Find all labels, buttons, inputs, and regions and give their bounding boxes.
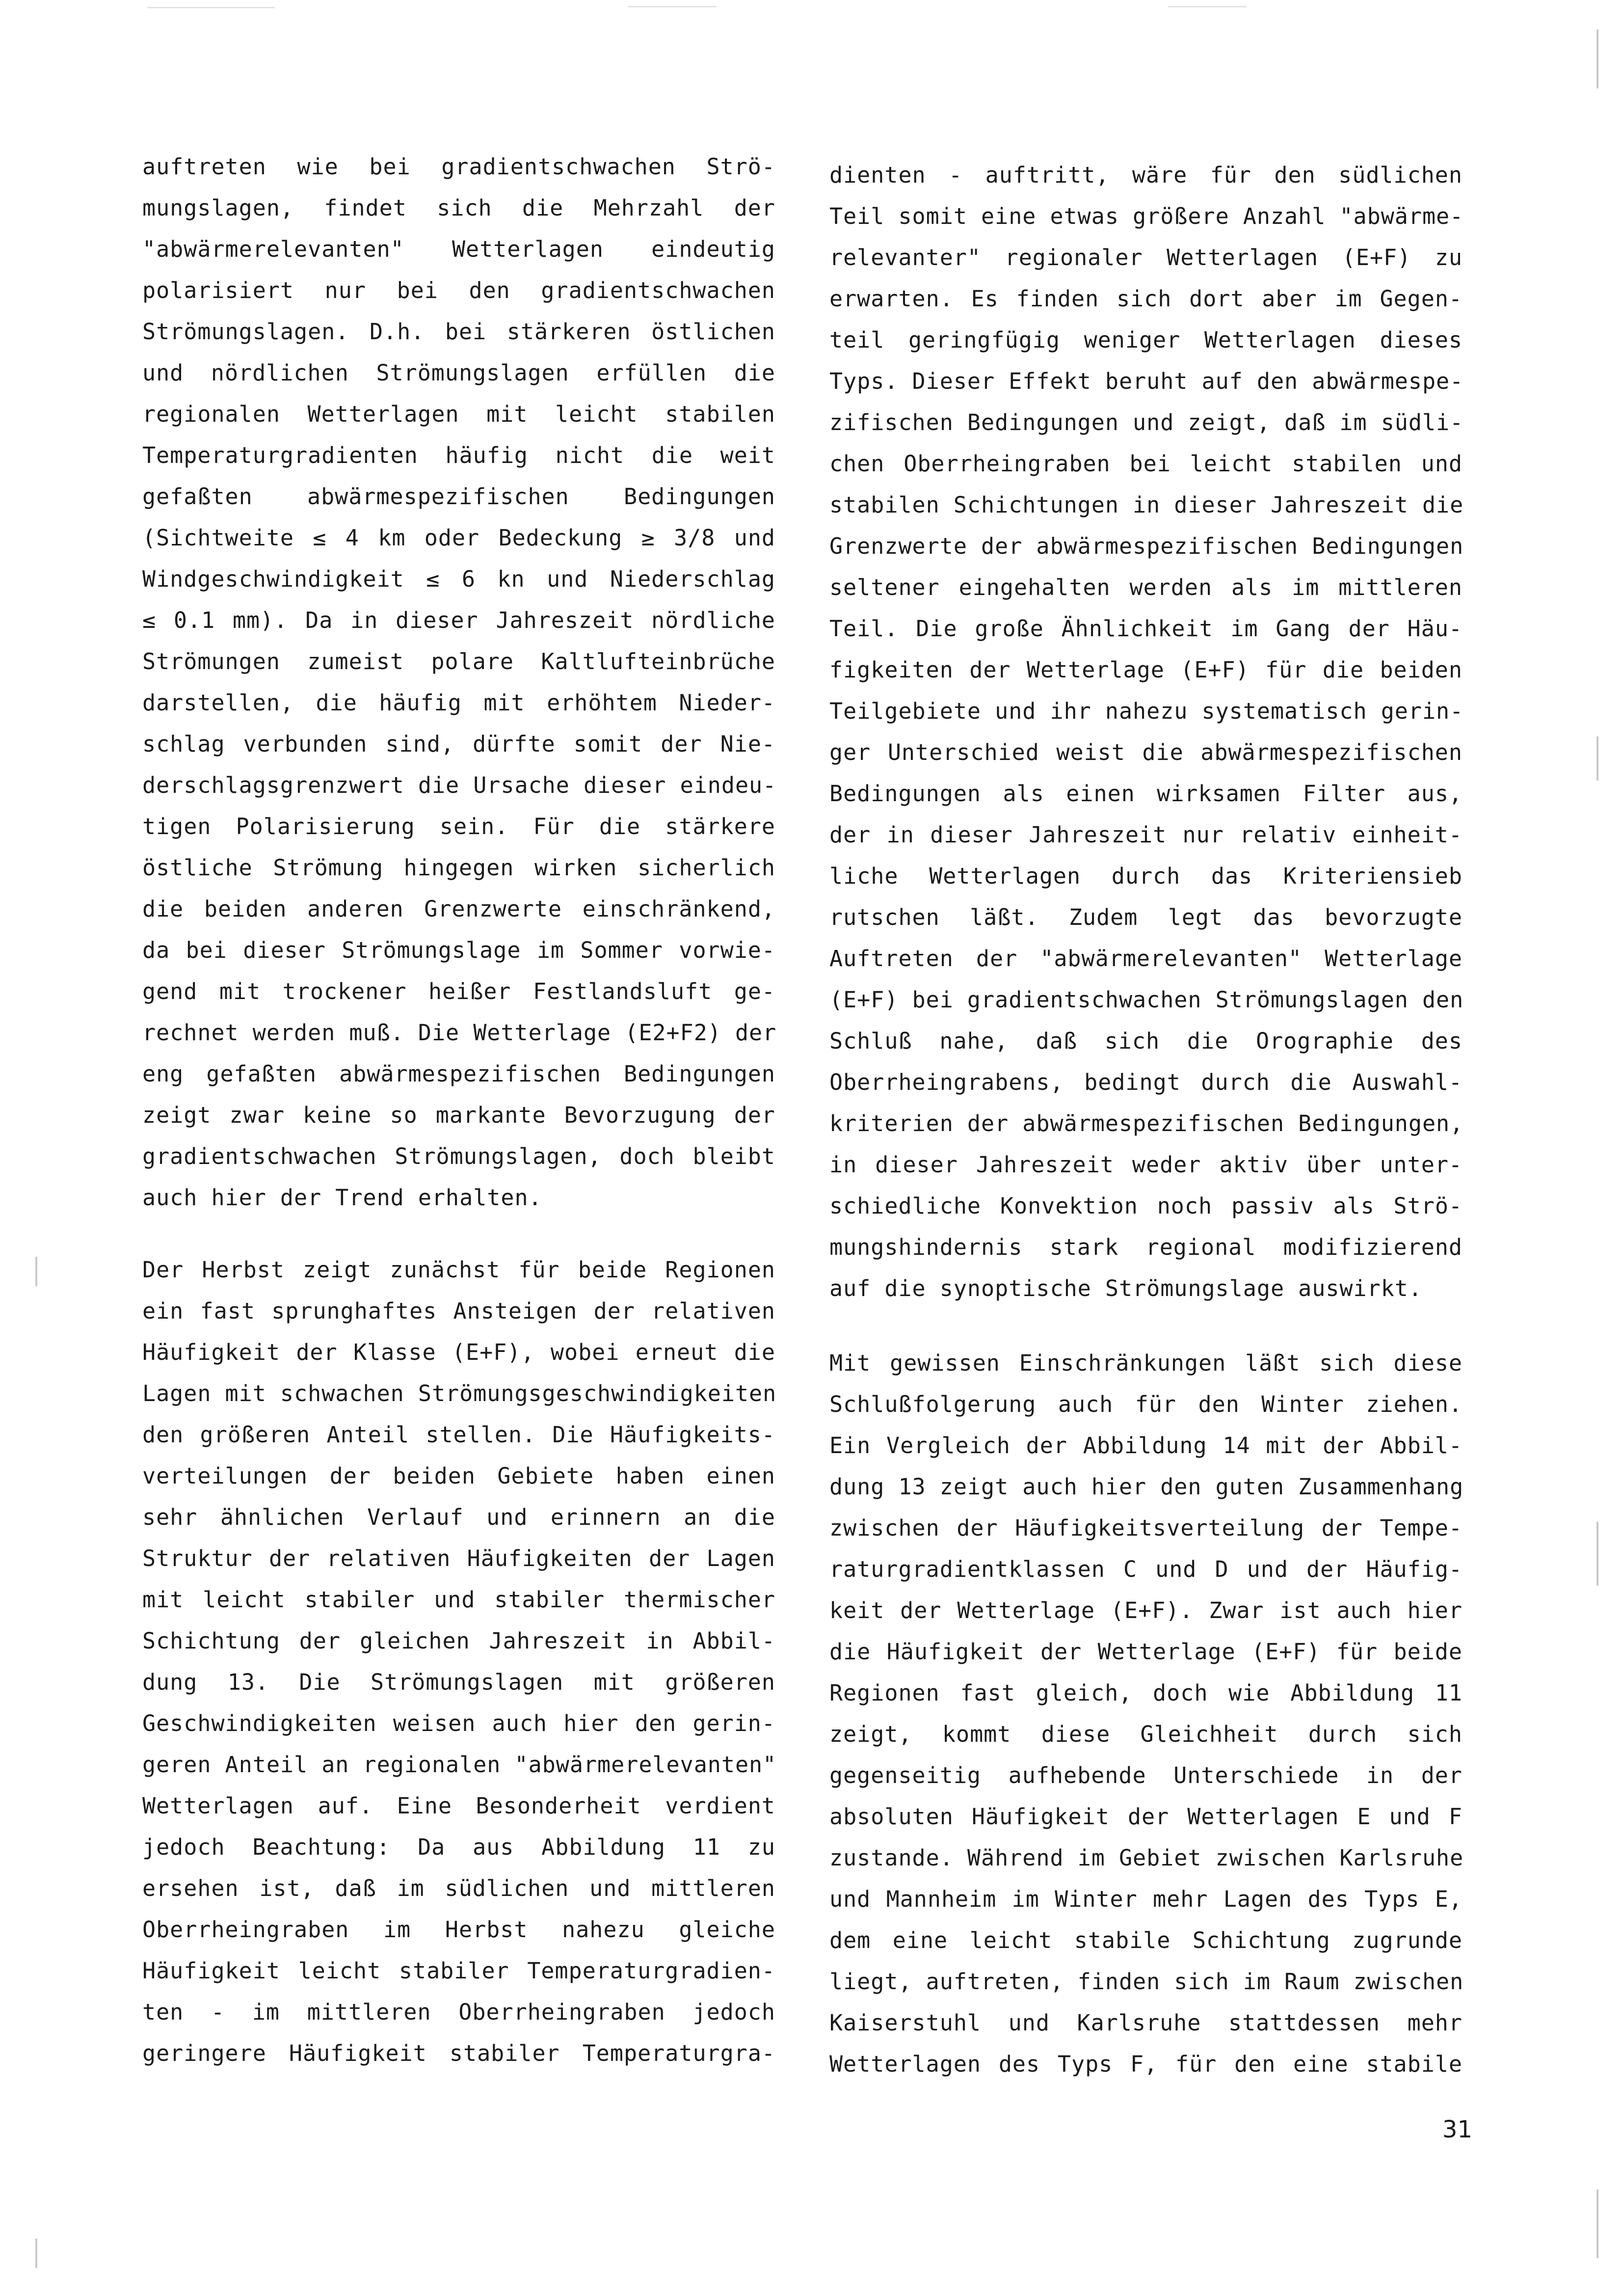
text-line: Bedingungen als einen wirksamen Filter aus, xyxy=(829,781,1463,807)
text-line: gefaßten abwärmespezifischen Bedingungen xyxy=(142,484,775,510)
text-line: gegenseitig aufhebende Unterschiede in der xyxy=(829,1762,1463,1788)
text-line: raturgradientklassen C und D und der Häufig- xyxy=(829,1556,1463,1582)
text-line: Schlußfolgerung auch für den Winter ziehen. xyxy=(829,1391,1463,1417)
text-line: Windgeschwindigkeit ≤ 6 kn und Niederschlag xyxy=(142,566,775,592)
text-line: und Mannheim im Winter mehr Lagen des Typs E, xyxy=(829,1886,1463,1912)
text-line: keit der Wetterlage (E+F). Zwar ist auch hier xyxy=(829,1597,1463,1623)
text-line: chen Oberrheingraben bei leicht stabilen und xyxy=(829,451,1463,477)
scan-edge-mark xyxy=(1596,736,1598,781)
text-line: rechnet werden muß. Die Wetterlage (E2+F2) der xyxy=(142,1020,777,1046)
text-line: Schichtung der gleichen Jahreszeit in Abbil- xyxy=(142,1628,775,1654)
text-line: dienten - auftritt, wäre für den südlichen xyxy=(829,162,1463,188)
text-line: darstellen, die häufig mit erhöhtem Nieder- xyxy=(142,690,775,716)
text-line: Typs. Dieser Effekt beruht auf den abwärmespe- xyxy=(829,368,1464,394)
text-line: absoluten Häufigkeit der Wetterlagen E und F xyxy=(829,1804,1463,1830)
text-line: jedoch Beachtung: Da aus Abbildung 11 zu xyxy=(142,1834,775,1860)
text-line: ≤ 0.1 mm). Da in dieser Jahreszeit nördliche xyxy=(142,607,775,633)
text-line: polarisiert nur bei den gradientschwachen xyxy=(142,277,775,303)
scan-artifact xyxy=(1168,6,1247,7)
text-line: Oberrheingraben im Herbst nahezu gleiche xyxy=(142,1917,775,1943)
text-line: dem eine leicht stabile Schichtung zugrunde xyxy=(829,1927,1463,1953)
text-line: Teilgebiete und ihr nahezu systematisch gerin- xyxy=(829,698,1464,724)
text-line: eng gefaßten abwärmespezifischen Bedingungen xyxy=(142,1061,775,1087)
text-line: da bei dieser Strömungslage im Sommer vorwie- xyxy=(142,937,775,963)
text-line: ein fast sprunghaftes Ansteigen der relativen xyxy=(142,1298,775,1324)
text-line: liche Wetterlagen durch das Kriteriensieb xyxy=(829,863,1463,889)
text-line: Häufigkeit leicht stabiler Temperaturgradien- xyxy=(142,1958,775,1984)
text-line: stabilen Schichtungen in dieser Jahreszeit die xyxy=(829,492,1464,518)
text-line: Der Herbst zeigt zunächst für beide Regionen xyxy=(142,1257,775,1283)
text-line: gradientschwachen Strömungslagen, doch bleibt xyxy=(142,1143,775,1169)
text-line: ger Unterschied weist die abwärmespezifischen xyxy=(829,739,1463,765)
text-line: auftreten wie bei gradientschwachen Strö- xyxy=(142,154,775,180)
text-line: Häufigkeit der Klasse (E+F), wobei erneut die xyxy=(142,1339,775,1365)
text-line: zeigt, kommt diese Gleichheit durch sich xyxy=(829,1721,1463,1747)
text-line: die beiden anderen Grenzwerte einschränkend, xyxy=(142,896,775,922)
text-line: Wetterlagen auf. Eine Besonderheit verdient xyxy=(142,1793,775,1819)
text-line: Lagen mit schwachen Strömungsgeschwindigkeiten xyxy=(142,1380,777,1406)
text-line: geringere Häufigkeit stabiler Temperaturgra- xyxy=(142,2040,775,2066)
scan-edge-mark xyxy=(35,2239,37,2268)
text-line: Teil somit eine etwas größere Anzahl "abwärme- xyxy=(829,203,1464,229)
text-line: teil geringfügig weniger Wetterlagen dieses xyxy=(829,327,1463,353)
text-line: Ein Vergleich der Abbildung 14 mit der Abbil- xyxy=(829,1432,1463,1459)
text-line: figkeiten der Wetterlage (E+F) für die beiden xyxy=(829,657,1463,683)
text-line: verteilungen der beiden Gebiete haben einen xyxy=(142,1463,775,1489)
page-number: 31 xyxy=(1442,2116,1472,2143)
text-line: (Sichtweite ≤ 4 km oder Bedeckung ≥ 3/8 und xyxy=(142,525,775,551)
text-line: Regionen fast gleich, doch wie Abbildung 11 xyxy=(829,1680,1463,1706)
text-line: Strömungslagen. D.h. bei stärkeren östlichen xyxy=(142,319,775,345)
text-line: zwischen der Häufigkeitsverteilung der Tempe- xyxy=(829,1515,1463,1541)
text-line: ersehen ist, daß im südlichen und mittleren xyxy=(142,1875,775,1901)
text-line: zustande. Während im Gebiet zwischen Karlsruhe xyxy=(829,1845,1464,1871)
text-line: derschlagsgrenzwert die Ursache dieser eindeu- xyxy=(142,772,777,798)
text-line: Strömungen zumeist polare Kaltlufteinbrüche xyxy=(142,648,775,675)
text-line: Struktur der relativen Häufigkeiten der Lagen xyxy=(142,1545,775,1571)
text-line: und nördlichen Strömungslagen erfüllen die xyxy=(142,360,775,386)
text-line: ten - im mittleren Oberrheingraben jedoch xyxy=(142,1999,775,2025)
text-line: schiedliche Konvektion noch passiv als Strö- xyxy=(829,1193,1463,1219)
text-line: "abwärmerelevanten" Wetterlagen eindeutig xyxy=(142,236,775,262)
scan-edge-mark xyxy=(1596,2189,1598,2258)
text-line: Temperaturgradienten häufig nicht die weit xyxy=(142,442,775,468)
text-line: Auftreten der "abwärmerelevanten" Wetterlage xyxy=(829,945,1463,972)
text-line: geren Anteil an regionalen "abwärmerelevanten" xyxy=(142,1752,777,1778)
text-line: dung 13 zeigt auch hier den guten Zusammenhang xyxy=(829,1474,1464,1500)
text-line: kriterien der abwärmespezifischen Bedingungen, xyxy=(829,1110,1464,1136)
text-line: Schluß nahe, daß sich die Orographie des xyxy=(829,1028,1463,1054)
text-line: rutschen läßt. Zudem legt das bevorzugte xyxy=(829,904,1463,930)
text-line: Mit gewissen Einschränkungen läßt sich diese xyxy=(829,1350,1463,1376)
text-line: schlag verbunden sind, dürfte somit der Nie- xyxy=(142,731,775,757)
text-line: mit leicht stabiler und stabiler thermischer xyxy=(142,1587,775,1613)
text-line: der in dieser Jahreszeit nur relativ einheit- xyxy=(829,822,1463,848)
text-line: sehr ähnlichen Verlauf und erinnern an die xyxy=(142,1504,775,1530)
text-line: Geschwindigkeiten weisen auch hier den gerin- xyxy=(142,1710,775,1736)
text-line: zifischen Bedingungen und zeigt, daß im südli- xyxy=(829,409,1464,435)
text-line: mungshindernis stark regional modifizierend xyxy=(829,1234,1463,1260)
scan-edge-mark xyxy=(1596,29,1598,88)
text-line: den größeren Anteil stellen. Die Häufigkeits- xyxy=(142,1422,775,1448)
scan-edge-mark xyxy=(1596,1522,1598,1586)
text-line: zeigt zwar keine so markante Bevorzugung der xyxy=(142,1102,775,1128)
text-line: Wetterlagen des Typs F, für den eine stabile xyxy=(829,2051,1463,2077)
text-line: Teil. Die große Ähnlichkeit im Gang der Häu- xyxy=(829,616,1463,642)
text-line: liegt, auftreten, finden sich im Raum zwischen xyxy=(829,1969,1464,1995)
text-line: auch hier der Trend erhalten. xyxy=(142,1185,542,1211)
text-line: erwarten. Es finden sich dort aber im Gegen- xyxy=(829,286,1463,312)
text-line: regionalen Wetterlagen mit leicht stabilen xyxy=(142,401,775,427)
text-line: dung 13. Die Strömungslagen mit größeren xyxy=(142,1669,775,1695)
text-line: gend mit trockener heißer Festlandsluft ge- xyxy=(142,978,775,1004)
text-line: (E+F) bei gradientschwachen Strömungslagen den xyxy=(829,987,1464,1013)
text-line: in dieser Jahreszeit weder aktiv über unter- xyxy=(829,1152,1463,1178)
text-line: mungslagen, findet sich die Mehrzahl der xyxy=(142,195,775,221)
text-line: auf die synoptische Strömungslage auswirkt. xyxy=(829,1275,1422,1301)
text-line: tigen Polarisierung sein. Für die stärkere xyxy=(142,813,775,839)
text-line: Kaiserstuhl und Karlsruhe stattdessen mehr xyxy=(829,2010,1463,2036)
text-line: seltener eingehalten werden als im mittleren xyxy=(829,574,1463,600)
text-line: die Häufigkeit der Wetterlage (E+F) für beide xyxy=(829,1639,1463,1665)
text-line: Grenzwerte der abwärmespezifischen Bedingungen xyxy=(829,533,1464,559)
scan-edge-mark xyxy=(35,1257,37,1286)
text-line: östliche Strömung hingegen wirken sicherlich xyxy=(142,855,775,881)
text-line: Oberrheingrabens, bedingt durch die Auswahl- xyxy=(829,1069,1463,1095)
scan-artifact xyxy=(628,6,717,7)
text-line: relevanter" regionaler Wetterlagen (E+F) zu xyxy=(829,244,1463,270)
scan-artifact xyxy=(147,7,275,8)
